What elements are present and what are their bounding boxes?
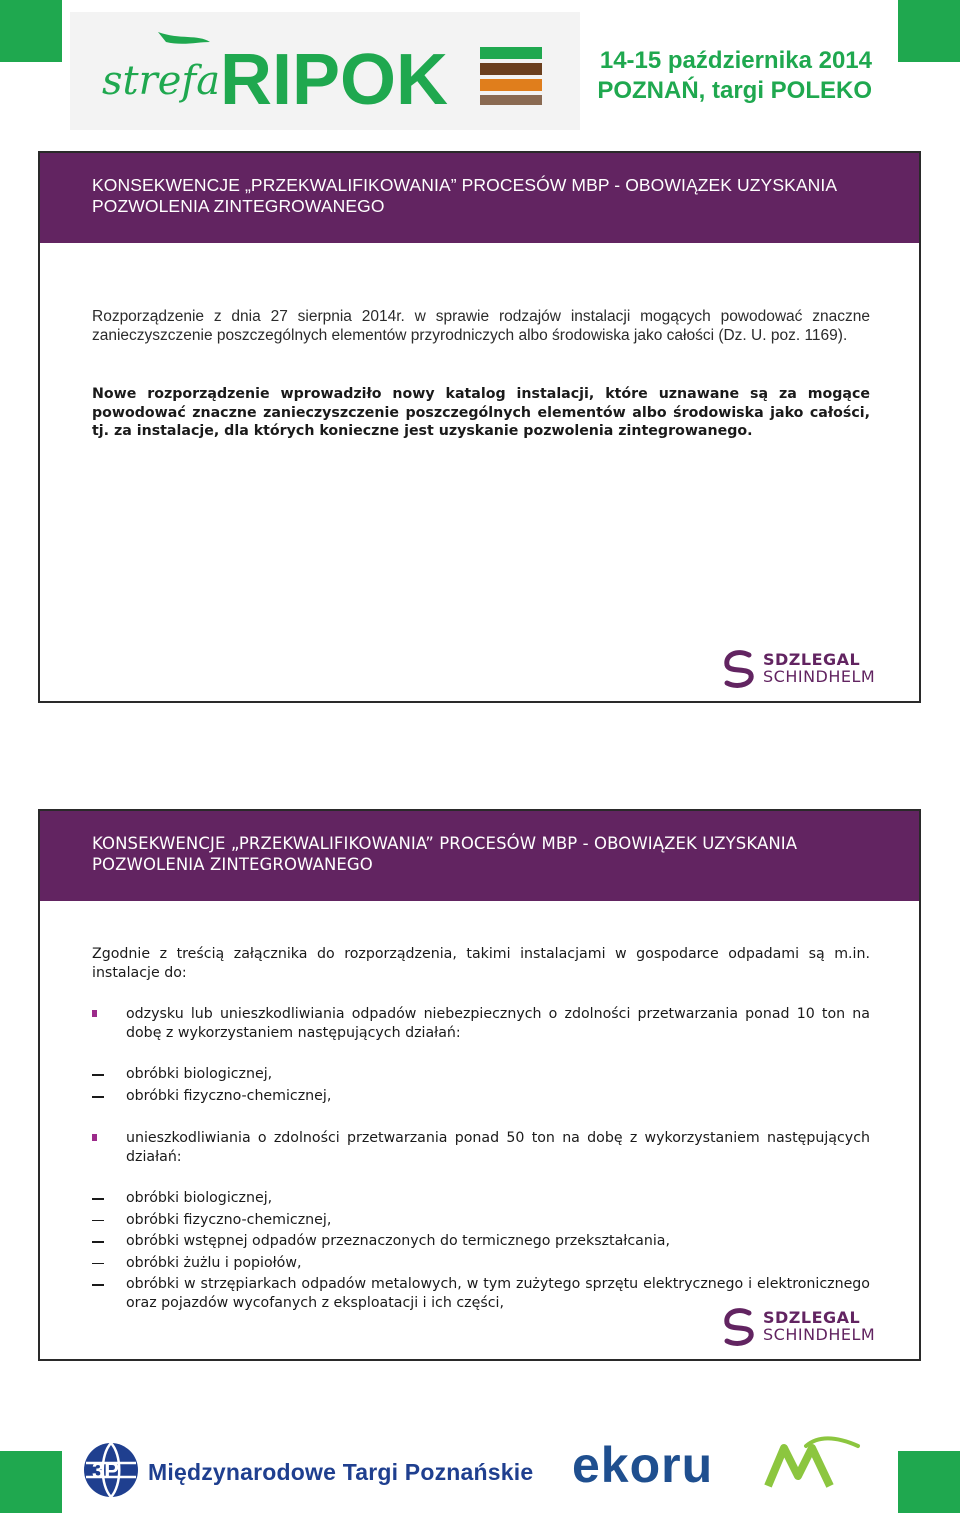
list-item: odzysku lub unieszkodliwiania odpadów niebezpiecznych o zdolności przetwarzania ponad 10 ton na dobę z wykorzystaniem następujących działań: <box>92 1005 870 1042</box>
dash-bullet-icon <box>92 1220 104 1222</box>
corner-decoration-bottom-left <box>0 1451 62 1513</box>
sdzlegal-logo-line1: SDZLEGAL <box>763 1308 861 1327</box>
slide-2-bullet-1 <box>92 1005 870 1042</box>
dash-bullet-icon <box>92 1074 104 1076</box>
strefa-ripok-logo <box>70 12 580 130</box>
list-item: obróbki fizyczno-chemicznej, <box>92 1087 870 1106</box>
slide-2-intro: Zgodnie z treścią załącznika do rozporządzenia, takimi instalacjami w gospodarce odpadami są m.in. instalacje do: <box>92 946 870 981</box>
event-date: 14-15 października 2014 <box>599 47 872 74</box>
slide-1 <box>38 151 921 703</box>
mtp-name: Międzynarodowe Targi Poznańskie <box>148 1459 534 1485</box>
list-item: obróbki w strzępiarkach odpadów metalowych, w tym zużytego sprzętu elektrycznego i elektronicznego oraz pojazdów wycofanych z eksploatacji i ich części, <box>92 1275 870 1312</box>
slide-2-sublist-2 <box>92 1189 870 1312</box>
event-info <box>597 46 872 106</box>
sdzlegal-logo <box>719 1307 885 1349</box>
list-item: obróbki żużlu i popiołów, <box>92 1254 870 1273</box>
sdzlegal-logo-line2: SCHINDHELM <box>763 667 876 686</box>
event-location: POZNAŃ, targi POLEKO <box>597 77 872 104</box>
list-item: obróbki fizyczno-chemicznej, <box>92 1211 870 1230</box>
corner-decoration-bottom-right <box>898 1451 960 1513</box>
strefa-ripok-logo-graphic <box>70 12 580 130</box>
dash-bullet-icon <box>92 1096 104 1098</box>
slide-2-title: KONSEKWENCJE „PRZEKWALIFIKOWANIA” PROCESÓW MBP - OBOWIĄZEK UZYSKANIA POZWOLENIA ZINTEGROWANEGO <box>92 834 798 874</box>
corner-decoration-top-left <box>0 0 62 62</box>
sdzlegal-logo <box>719 649 885 691</box>
slide-1-paragraph: Rozporządzenie z dnia 27 sierpnia 2014r. w sprawie rodzajów instalacji mogących powodować znaczne zanieczyszczenie poszczególnych elementów przyrodniczych albo środowiska jako całości (Dz. U. poz. 1169). <box>92 308 870 344</box>
dash-bullet-icon <box>92 1241 104 1243</box>
slide-1-bold-paragraph: Nowe rozporządzenie wprowadziło nowy katalog instalacji, które uznawane są za mogące powodować znaczne zanieczyszczenie poszczególnych elementów albo środowiska jako całości, tj. za instalacje, dla których konieczne jest uzyskanie pozwolenia zintegrowanego. <box>92 386 870 439</box>
sdzlegal-logo-icon <box>719 1307 759 1347</box>
list-item: obróbki biologicznej, <box>92 1065 870 1084</box>
list-item: obróbki wstępnej odpadów przeznaczonych do termicznego przekształcania, <box>92 1232 870 1251</box>
mtp-globe-icon <box>82 1441 140 1499</box>
corner-decoration-top-right <box>898 0 960 62</box>
ekorum-logo <box>570 1436 866 1494</box>
svg-text:RIPOK: RIPOK <box>220 40 449 120</box>
dash-bullet-icon <box>92 1284 104 1286</box>
dash-bullet-icon <box>92 1263 104 1265</box>
slide-2-bullet-2 <box>92 1129 870 1166</box>
sdzlegal-logo-line2: SCHINDHELM <box>763 1325 876 1344</box>
svg-text:strefa: strefa <box>102 58 221 104</box>
list-item: unieszkodliwiania o zdolności przetwarzania ponad 50 ton na dobę z wykorzystaniem następujących działań: <box>92 1129 870 1166</box>
slide-2-title-bar <box>40 811 919 901</box>
slide-2 <box>38 809 921 1361</box>
square-bullet-icon <box>92 1010 97 1017</box>
list-item: obróbki biologicznej, <box>92 1189 870 1208</box>
slide-1-title-bar <box>40 153 919 243</box>
ekorum-logo-graphic <box>570 1436 866 1494</box>
sdzlegal-logo-line1: SDZLEGAL <box>763 650 861 669</box>
svg-text:3P: 3P <box>92 1458 119 1483</box>
square-bullet-icon <box>92 1134 97 1141</box>
slide-2-sublist-1 <box>92 1065 870 1106</box>
dash-bullet-icon <box>92 1198 104 1200</box>
mtp-logo <box>82 1441 562 1501</box>
slide-1-title: KONSEKWENCJE „PRZEKWALIFIKOWANIA” PROCESÓW MBP - OBOWIĄZEK UZYSKANIA POZWOLENIA ZINTEGROWANEGO <box>92 175 837 216</box>
sdzlegal-logo-icon <box>719 649 759 689</box>
svg-text:ekoru: ekoru <box>572 1437 714 1493</box>
